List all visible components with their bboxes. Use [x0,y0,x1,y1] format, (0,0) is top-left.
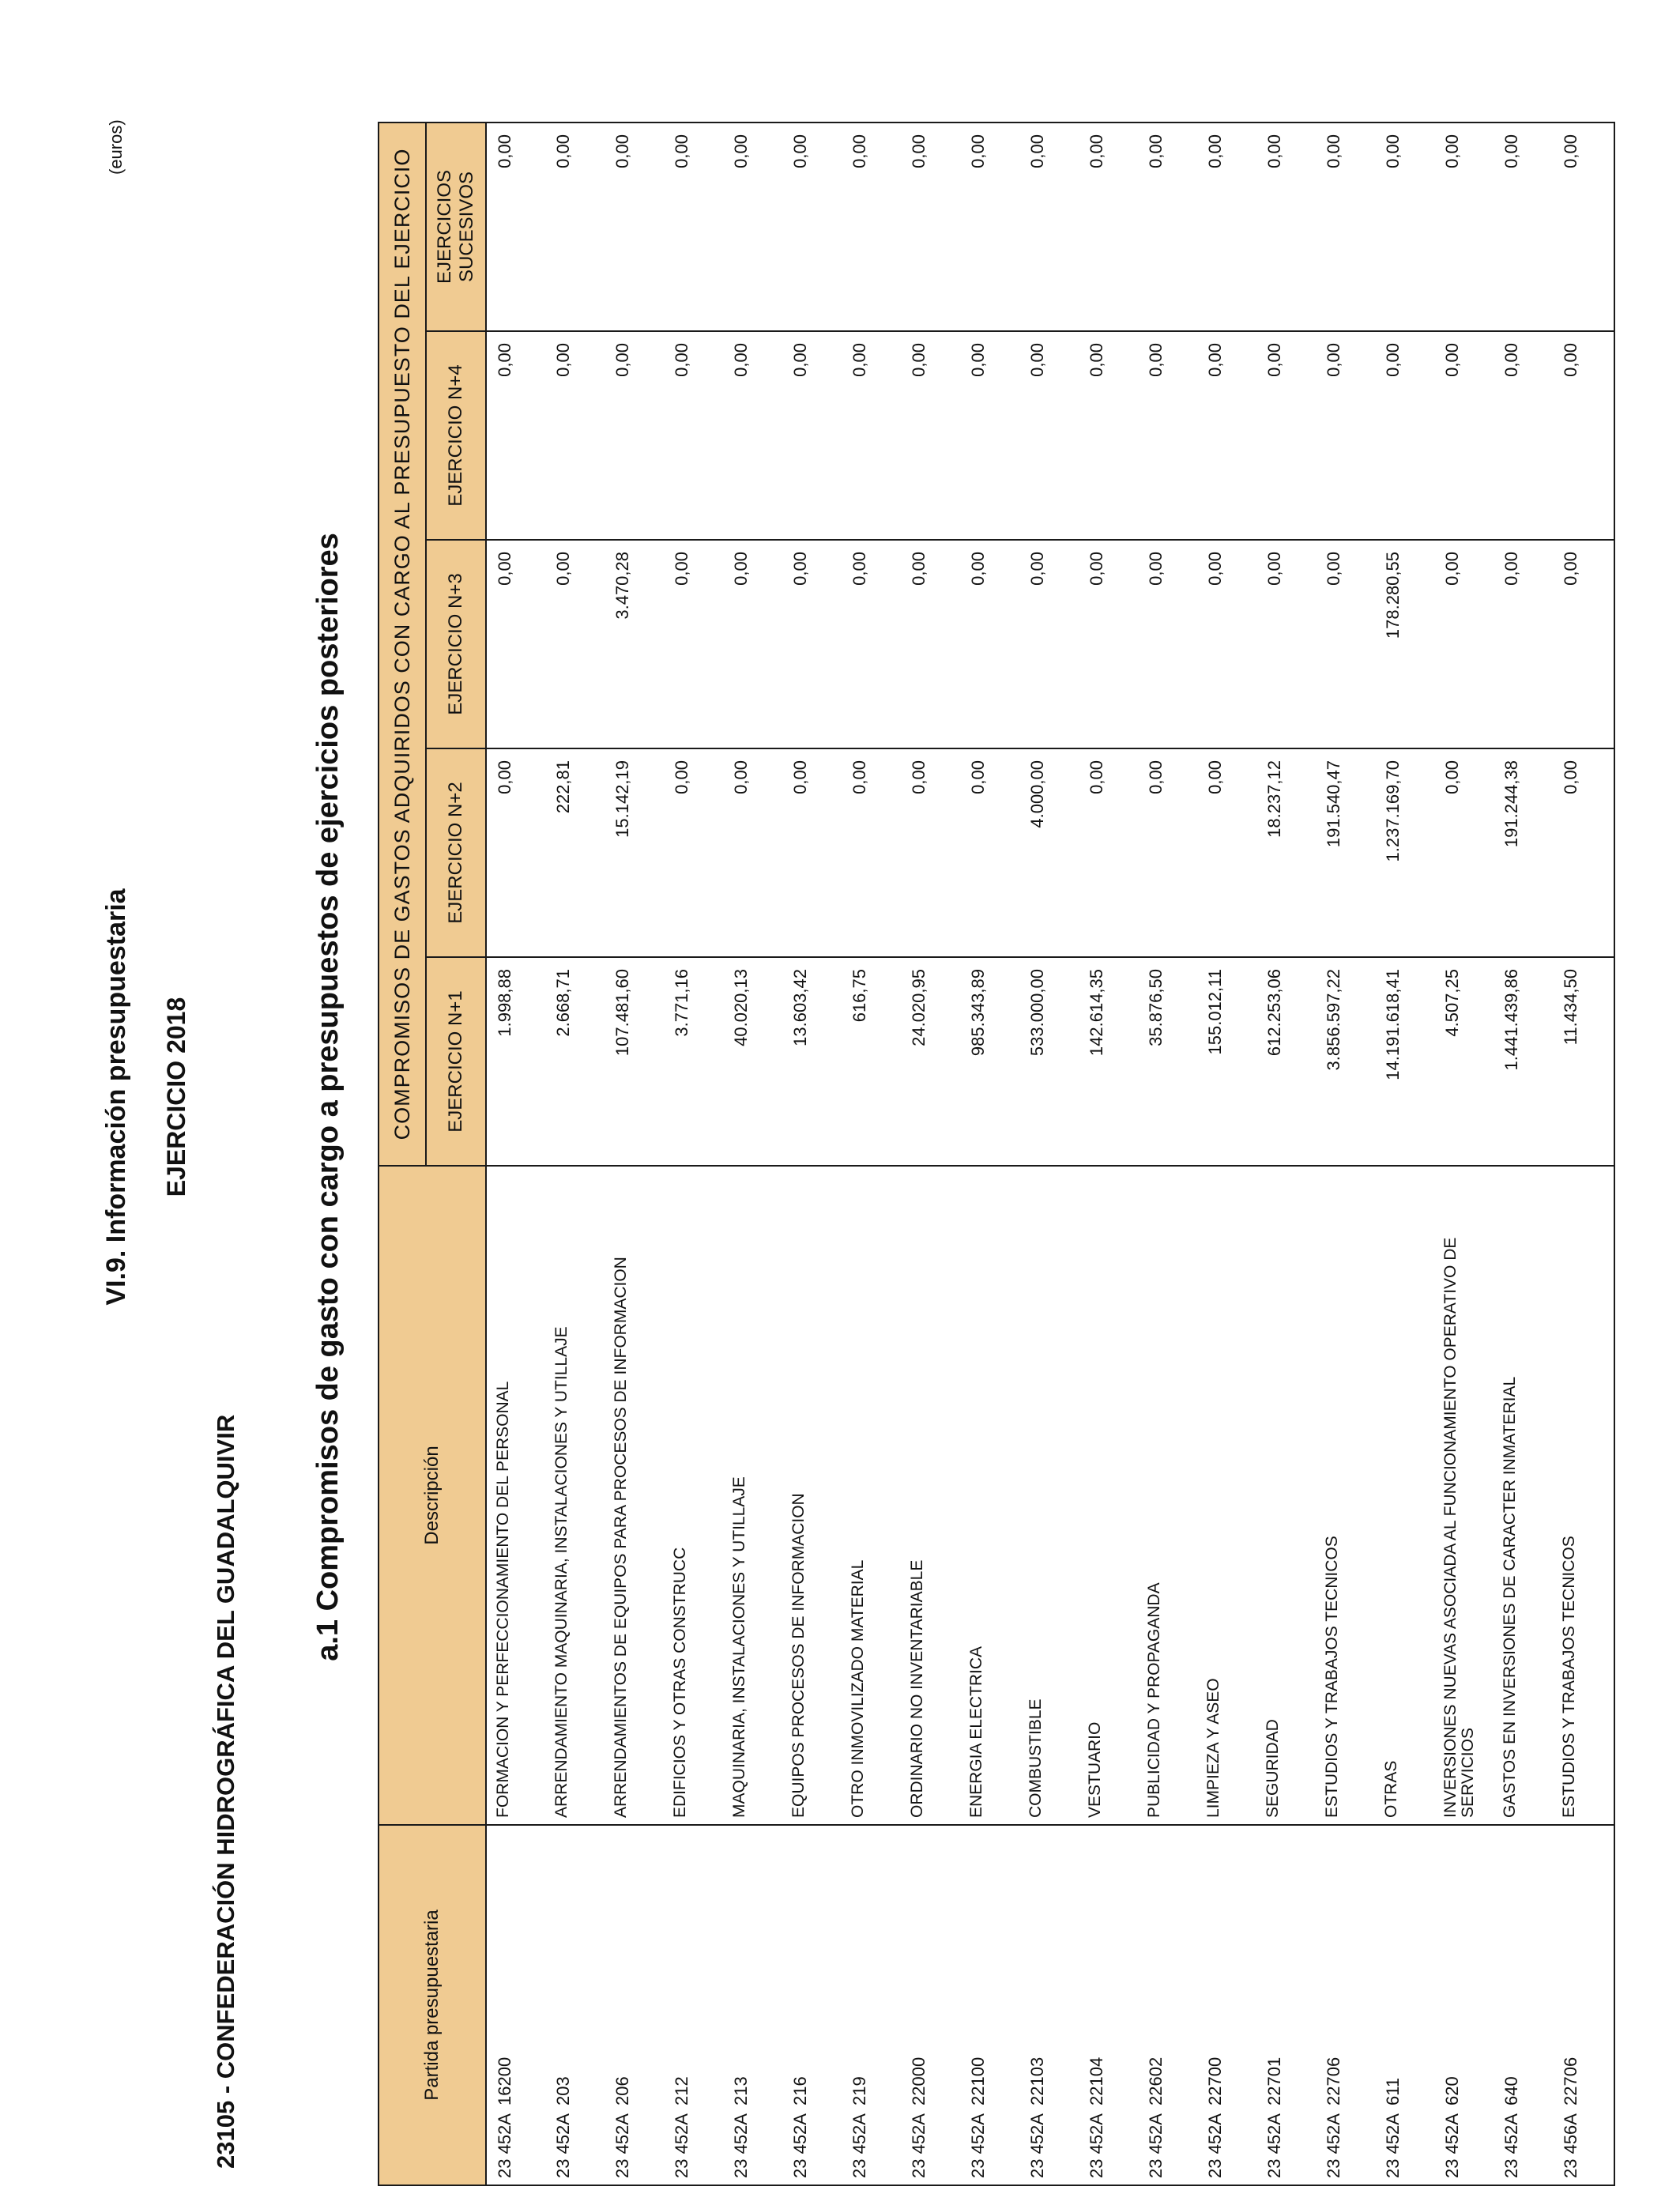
description-cell: EDIFICIOS Y OTRAS CONSTRUCC [664,1166,723,1825]
amount-cell-n4: 0,00 [1079,331,1138,540]
page-title: VI.9. Información presupuestaria [101,888,131,1306]
concept-code: 22103 [1027,2056,1047,2105]
partida-cell [664,1825,723,2185]
description-cell: VESTUARIO [1079,1166,1138,1825]
program-code: 23 452A [495,2113,514,2178]
amount-cell-n4: 0,00 [664,331,723,540]
program-code: 23 452A [968,2113,988,2178]
table-row [664,123,723,2185]
concept-code: 219 [849,2076,869,2105]
program-code: 23 452A [1501,2113,1521,2178]
program-code: 23 452A [1146,2113,1166,2178]
amount-cell-n1: 155.012,11 [1197,957,1256,1166]
partida-cell [605,1825,664,2185]
description-cell: MAQUINARIA, INSTALACIONES Y UTILLAJE [723,1166,782,1825]
amount-cell-suc: 0,00 [545,123,605,331]
program-code: 23 452A [1027,2113,1047,2178]
table-row [1316,123,1375,2185]
amount-cell-n2: 0,00 [901,748,960,957]
amount-cell-n1: 13.603,42 [782,957,842,1166]
amount-cell-n1: 3.856.597,22 [1316,957,1375,1166]
concept-code: 22706 [1561,2056,1580,2105]
amount-cell-suc: 0,00 [842,123,901,331]
amount-cell-n1: 1.998,88 [486,957,545,1166]
amount-cell-suc: 0,00 [782,123,842,331]
column-header-n1: EJERCICIO N+1 [426,957,486,1166]
description-cell: PUBLICIDAD Y PROPAGANDA [1138,1166,1197,1825]
amount-cell-n1: 2.668,71 [545,957,605,1166]
description-cell: SEGURIDAD [1256,1166,1316,1825]
description-cell: ESTUDIOS Y TRABAJOS TECNICOS [1553,1166,1614,1825]
amount-cell-suc: 0,00 [1494,123,1553,331]
partida-cell [1553,1825,1614,2185]
amount-cell-n2: 191.244,38 [1494,748,1553,957]
table-body [486,123,1614,2185]
amount-cell-n3: 0,00 [782,540,842,748]
amount-cell-n3: 0,00 [1434,540,1494,748]
concept-code: 16200 [495,2056,514,2105]
amount-cell-n4: 0,00 [605,331,664,540]
amount-cell-n3: 0,00 [545,540,605,748]
program-code: 23 452A [1264,2113,1284,2178]
description-cell: GASTOS EN INVERSIONES DE CARACTER INMATERIAL [1494,1166,1553,1825]
program-code: 23 452A [1205,2113,1225,2178]
concept-code: 22104 [1087,2056,1106,2105]
column-header-n3: EJERCICIO N+3 [426,540,486,748]
amount-cell-suc: 0,00 [1434,123,1494,331]
program-code: 23 456A [1561,2113,1580,2178]
commitments-table-wrapper [378,122,1615,2186]
column-group-header: COMPROMISOS DE GASTOS ADQUIRIDOS CON CARGO AL PRESUPUESTO DEL EJERCICIO [379,123,426,1166]
amount-cell-n4: 0,00 [545,331,605,540]
table-row [1019,123,1079,2185]
amount-cell-n1: 616,75 [842,957,901,1166]
amount-cell-suc: 0,00 [1138,123,1197,331]
amount-cell-n3: 0,00 [1494,540,1553,748]
partida-cell [1494,1825,1553,2185]
amount-cell-n2: 0,00 [842,748,901,957]
table-row [1079,123,1138,2185]
amount-cell-n4: 0,00 [1256,331,1316,540]
amount-cell-n4: 0,00 [1316,331,1375,540]
section-title: a.1 Compromisos de gasto con cargo a presupuestos de ejercicios posteriores [311,533,345,1661]
program-code: 23 452A [849,2113,869,2178]
concept-code: 22701 [1264,2056,1284,2105]
amount-cell-n1: 24.020,95 [901,957,960,1166]
description-cell: ARRENDAMIENTOS DE EQUIPOS PARA PROCESOS DE INFORMACION [605,1166,664,1825]
amount-cell-n1: 612.253,06 [1256,957,1316,1166]
column-header-descripcion: Descripción [379,1166,486,1825]
units-note: (euros) [106,119,126,175]
concept-code: 22000 [909,2056,929,2105]
table-row [901,123,960,2185]
amount-cell-n1: 4.507,25 [1434,957,1494,1166]
table-row [1375,123,1434,2185]
amount-cell-n3: 0,00 [723,540,782,748]
amount-cell-n3: 0,00 [842,540,901,748]
amount-cell-n2: 4.000,00 [1019,748,1079,957]
amount-cell-n1: 35.876,50 [1138,957,1197,1166]
partida-cell [1434,1825,1494,2185]
amount-cell-suc: 0,00 [605,123,664,331]
amount-cell-suc: 0,00 [1197,123,1256,331]
table-row [1138,123,1197,2185]
amount-cell-n1: 40.020,13 [723,957,782,1166]
amount-cell-n2: 0,00 [486,748,545,957]
commitments-table [378,122,1615,2186]
column-header-sucesivos: EJERCICIOS SUCESIVOS [426,123,486,331]
partida-cell [842,1825,901,2185]
description-cell: COMBUSTIBLE [1019,1166,1079,1825]
amount-cell-n2: 0,00 [1197,748,1256,957]
organization-title: 23105 - CONFEDERACIÓN HIDROGRÁFICA DEL GUADALQUIVIR [212,1414,239,2169]
amount-cell-n1: 985.343,89 [960,957,1019,1166]
partida-cell [782,1825,842,2185]
amount-cell-n1: 107.481,60 [605,957,664,1166]
concept-code: 213 [731,2076,751,2105]
description-cell: FORMACION Y PERFECCIONAMIENTO DEL PERSONAL [486,1166,545,1825]
description-cell: ARRENDAMIENTO MAQUINARIA, INSTALACIONES Y UTILLAJE [545,1166,605,1825]
amount-cell-n3: 0,00 [1197,540,1256,748]
amount-cell-n4: 0,00 [782,331,842,540]
program-code: 23 452A [790,2113,810,2178]
amount-cell-n2: 0,00 [782,748,842,957]
partida-cell [1375,1825,1434,2185]
amount-cell-n4: 0,00 [723,331,782,540]
table-row [486,123,545,2185]
amount-cell-suc: 0,00 [723,123,782,331]
amount-cell-suc: 0,00 [1079,123,1138,331]
concept-code: 640 [1501,2076,1521,2105]
amount-cell-n3: 0,00 [1553,540,1614,748]
amount-cell-n4: 0,00 [1375,331,1434,540]
amount-cell-n1: 1.441.439,86 [1494,957,1553,1166]
amount-cell-suc: 0,00 [901,123,960,331]
amount-cell-n3: 0,00 [960,540,1019,748]
amount-cell-n4: 0,00 [1019,331,1079,540]
amount-cell-n3: 0,00 [486,540,545,748]
amount-cell-suc: 0,00 [960,123,1019,331]
concept-code: 22706 [1324,2056,1343,2105]
table-row [1256,123,1316,2185]
partida-cell [723,1825,782,2185]
column-header-n2: EJERCICIO N+2 [426,748,486,957]
amount-cell-n2: 18.237,12 [1256,748,1316,957]
description-cell: OTRO INMOVILIZADO MATERIAL [842,1166,901,1825]
amount-cell-n4: 0,00 [901,331,960,540]
amount-cell-n3: 0,00 [1256,540,1316,748]
amount-cell-n4: 0,00 [960,331,1019,540]
program-code: 23 452A [1324,2113,1343,2178]
amount-cell-n3: 0,00 [901,540,960,748]
table-row [842,123,901,2185]
description-cell: OTRAS [1375,1166,1434,1825]
table-row [1494,123,1553,2185]
amount-cell-n4: 0,00 [486,331,545,540]
partida-cell [1138,1825,1197,2185]
amount-cell-suc: 0,00 [1256,123,1316,331]
amount-cell-n3: 0,00 [1079,540,1138,748]
program-code: 23 452A [731,2113,751,2178]
amount-cell-suc: 0,00 [1375,123,1434,331]
amount-cell-n4: 0,00 [1197,331,1256,540]
amount-cell-n1: 11.434,50 [1553,957,1614,1166]
table-row [1434,123,1494,2185]
partida-cell [1316,1825,1375,2185]
program-code: 23 452A [1383,2113,1403,2178]
amount-cell-n2: 0,00 [960,748,1019,957]
concept-code: 212 [672,2076,691,2105]
concept-code: 216 [790,2076,810,2105]
amount-cell-n2: 15.142,19 [605,748,664,957]
table-row [723,123,782,2185]
concept-code: 22100 [968,2056,988,2105]
amount-cell-n4: 0,00 [1434,331,1494,540]
program-code: 23 452A [553,2113,573,2178]
table-row [960,123,1019,2185]
program-code: 23 452A [1442,2113,1462,2178]
year-title: EJERCICIO 2018 [162,997,190,1197]
amount-cell-n3: 0,00 [664,540,723,748]
concept-code: 620 [1442,2076,1462,2105]
amount-cell-suc: 0,00 [664,123,723,331]
table-row [1553,123,1614,2185]
amount-cell-n1: 14.191.618,41 [1375,957,1434,1166]
amount-cell-n2: 0,00 [664,748,723,957]
description-cell: ORDINARIO NO INVENTARIABLE [901,1166,960,1825]
amount-cell-n3: 0,00 [1316,540,1375,748]
amount-cell-suc: 0,00 [486,123,545,331]
table-row [545,123,605,2185]
amount-cell-n2: 191.540,47 [1316,748,1375,957]
program-code: 23 452A [1087,2113,1106,2178]
partida-cell [486,1825,545,2185]
amount-cell-n2: 222,81 [545,748,605,957]
description-cell: INVERSIONES NUEVAS ASOCIADA AL FUNCIONAMIENTO OPERATIVO DE SERVICIOS [1434,1166,1494,1825]
concept-code: 611 [1383,2077,1403,2105]
amount-cell-n2: 0,00 [1138,748,1197,957]
amount-cell-n3: 3.470,28 [605,540,664,748]
description-cell: LIMPIEZA Y ASEO [1197,1166,1256,1825]
amount-cell-n4: 0,00 [1553,331,1614,540]
table-row [605,123,664,2185]
concept-code: 22700 [1205,2056,1225,2105]
amount-cell-n1: 142.614,35 [1079,957,1138,1166]
amount-cell-n3: 0,00 [1138,540,1197,748]
partida-cell [1079,1825,1138,2185]
partida-cell [545,1825,605,2185]
amount-cell-n3: 178.280,55 [1375,540,1434,748]
amount-cell-suc: 0,00 [1553,123,1614,331]
amount-cell-n2: 0,00 [1553,748,1614,957]
description-cell: ESTUDIOS Y TRABAJOS TECNICOS [1316,1166,1375,1825]
amount-cell-n2: 0,00 [723,748,782,957]
amount-cell-suc: 0,00 [1316,123,1375,331]
partida-cell [1019,1825,1079,2185]
description-cell: EQUIPOS PROCESOS DE INFORMACION [782,1166,842,1825]
table-row [782,123,842,2185]
program-code: 23 452A [909,2113,929,2178]
partida-cell [901,1825,960,2185]
column-header-partida: Partida presupuestaria [379,1825,486,2185]
amount-cell-n1: 533.000,00 [1019,957,1079,1166]
concept-code: 206 [612,2076,632,2105]
amount-cell-suc: 0,00 [1019,123,1079,331]
description-cell: ENERGIA ELECTRICA [960,1166,1019,1825]
amount-cell-n3: 0,00 [1019,540,1079,748]
program-code: 23 452A [612,2113,632,2178]
column-header-n4: EJERCICIO N+4 [426,331,486,540]
concept-code: 203 [553,2076,573,2105]
partida-cell [1197,1825,1256,2185]
program-code: 23 452A [672,2113,691,2178]
amount-cell-n4: 0,00 [1138,331,1197,540]
concept-code: 22602 [1146,2056,1166,2105]
table-row [1197,123,1256,2185]
partida-cell [960,1825,1019,2185]
partida-cell [1256,1825,1316,2185]
amount-cell-n1: 3.771,16 [664,957,723,1166]
amount-cell-n2: 0,00 [1079,748,1138,957]
amount-cell-n2: 1.237.169,70 [1375,748,1434,957]
amount-cell-n2: 0,00 [1434,748,1494,957]
amount-cell-n4: 0,00 [842,331,901,540]
amount-cell-n4: 0,00 [1494,331,1553,540]
